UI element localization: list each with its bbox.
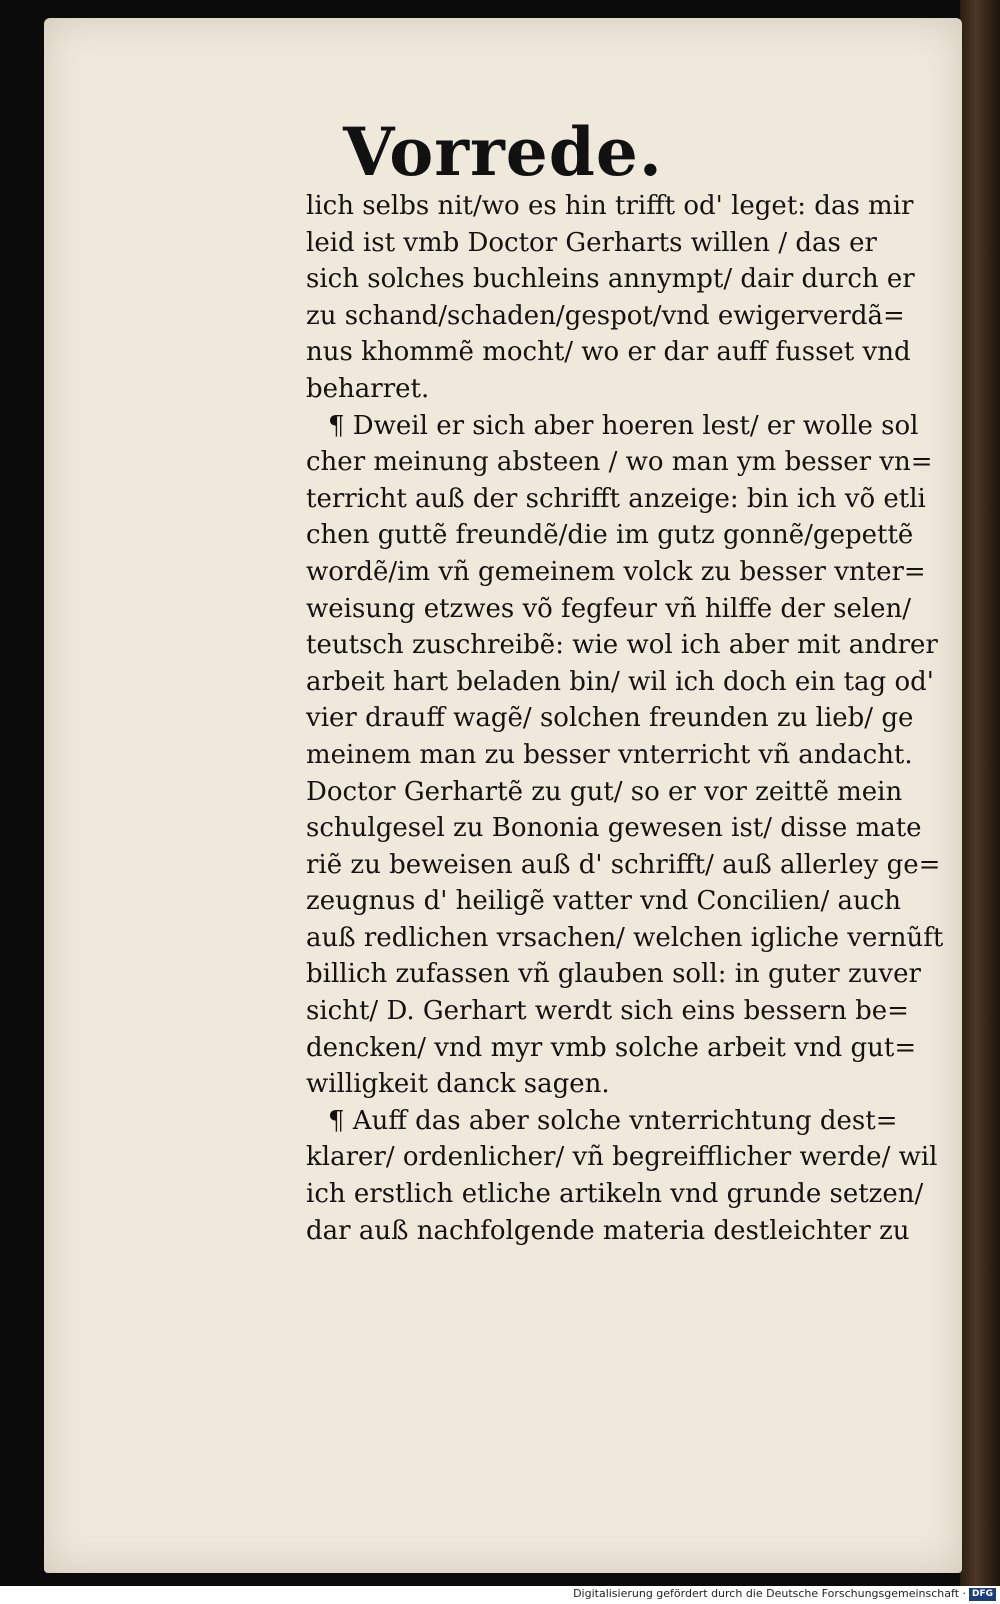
text-line: vier drauff wagẽ/ solchen freunden zu lieb/ ge [306, 703, 914, 734]
dfg-logo: DFG [969, 1588, 996, 1601]
text-line: Doctor Gerhartẽ zu gut/ so er vor zeittẽ mein [306, 776, 903, 807]
text-line: lich selbs nit/wo es hin trifft od' leget: das mir [306, 191, 914, 221]
funding-credit: Digitalisierung gefördert durch die Deutsche Forschungsgemeinschaft · [573, 1587, 966, 1600]
text-line: teutsch zuschreibẽ: wie wol ich aber mit andrer [306, 630, 938, 661]
text-line: weisung etzwes võ fegfeur vñ hilffe der selen/ [306, 593, 912, 624]
text-line: meinem man zu besser vnterricht vñ andacht. [306, 739, 913, 770]
page-heading: Vorrede. [343, 113, 663, 191]
text-line: wordẽ/im vñ gemeinem volck zu besser vnter= [306, 556, 926, 587]
text-line: billich zufassen vñ glauben soll: in guter zuver [306, 959, 921, 990]
book-binding-edge [960, 0, 1000, 1590]
text-line: riẽ zu beweisen auß d' schrifft/ auß allerley ge= [306, 849, 941, 880]
text-line: chen guttẽ freundẽ/die im gutz gonnẽ/gepettẽ [306, 520, 914, 551]
book-page [44, 18, 962, 1573]
text-line: zeugnus d' heiligẽ vatter vnd Concilien/ auch [306, 886, 902, 917]
text-line: dar auß nachfolgende materia destleichter zu [306, 1215, 910, 1246]
text-line: willigkeit danck sagen. [306, 1069, 610, 1100]
text-line: nus khommẽ mocht/ wo er dar auff fusset vnd [306, 337, 911, 368]
text-line: terricht auß der schrifft anzeige: bin ich võ etli [306, 483, 926, 514]
text-line: dencken/ vnd myr vmb solche arbeit vnd gut= [306, 1032, 917, 1063]
text-line: cher meinung absteen / wo man ym besser vn= [306, 447, 933, 478]
funding-footer [0, 1586, 1000, 1604]
text-line: schulgesel zu Bononia gewesen ist/ disse mate [306, 813, 922, 844]
text-line: auß redlichen vrsachen/ welchen igliche vernũft [306, 922, 944, 953]
body-text [306, 188, 956, 1249]
text-line: leid ist vmb Doctor Gerharts willen / das er [306, 227, 877, 258]
text-line: zu schand/schaden/gespot/vnd ewigerverdã= [306, 300, 905, 331]
text-line: beharret. [306, 373, 430, 404]
text-line: sich solches buchleins annympt/ dair durch er [306, 264, 915, 295]
text-line: ¶ Auff das aber solche vnterrichtung dest= [328, 1105, 898, 1136]
text-line: sicht/ D. Gerhart werdt sich eins bessern be= [306, 996, 909, 1027]
text-line: ¶ Dweil er sich aber hoeren lest/ er wolle sol [328, 410, 919, 441]
text-line: arbeit hart beladen bin/ wil ich doch ein tag od' [306, 666, 934, 697]
text-line: ich erstlich etliche artikeln vnd grunde setzen/ [306, 1179, 924, 1210]
text-line: klarer/ ordenlicher/ vñ begreifflicher werde/ wil [306, 1142, 938, 1173]
